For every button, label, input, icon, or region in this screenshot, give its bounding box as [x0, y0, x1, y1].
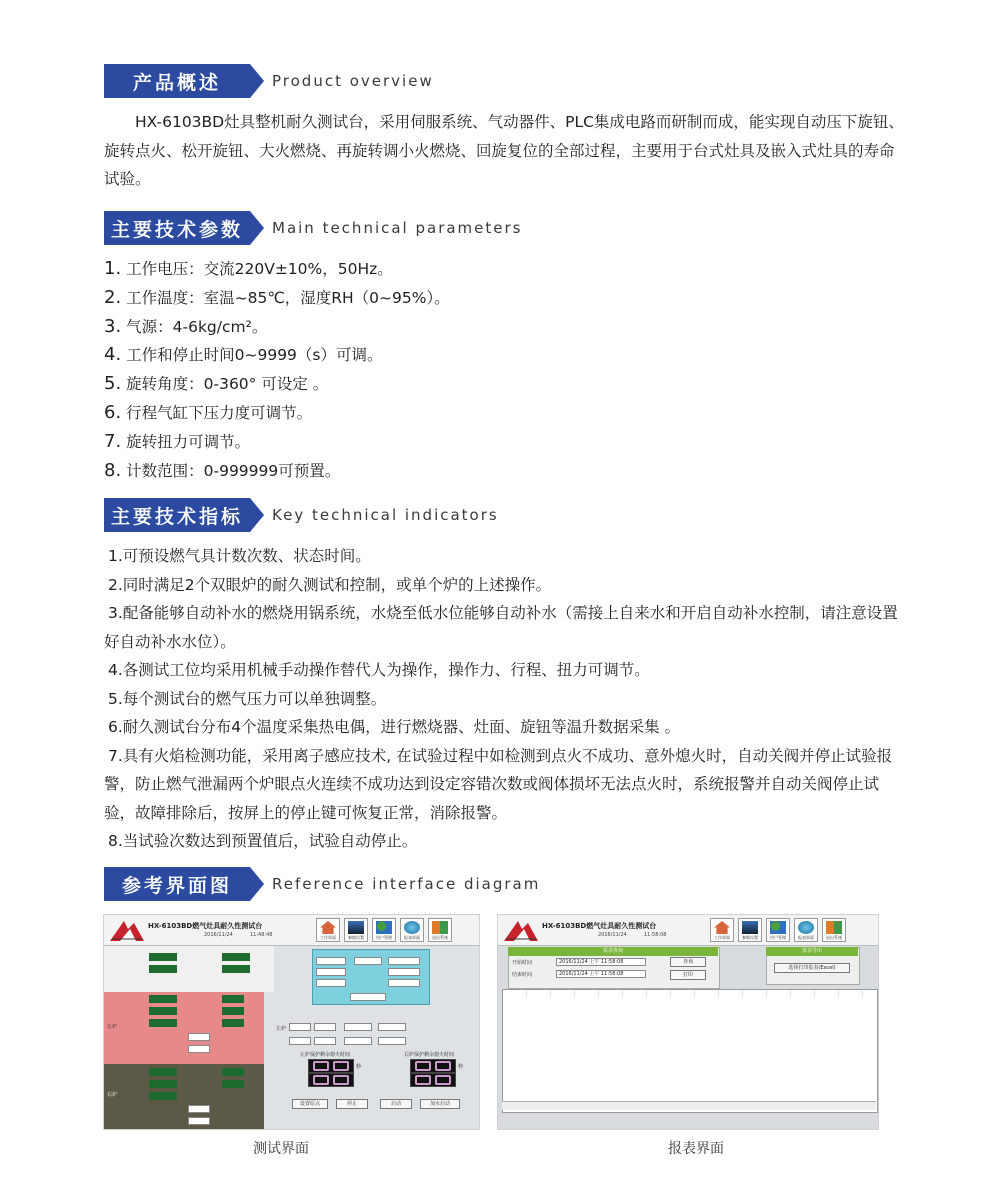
right-timer-display [410, 1059, 456, 1073]
toolbar-users-button[interactable]: 用户管理 [372, 918, 396, 942]
parameters-list [104, 255, 904, 485]
report-table[interactable] [502, 989, 878, 1113]
report-table-scrollbar[interactable] [502, 1101, 876, 1110]
test-interface-screenshot [103, 914, 480, 1130]
item-number: 8. [104, 459, 122, 481]
add-water-start-button[interactable]: 加水启动 [420, 1099, 460, 1109]
toolbar-exit-button[interactable]: 退出系统 [428, 918, 452, 942]
indicators-list [104, 542, 898, 856]
list-item: 4.各测试工位均采用机械手动操作替代人为操作，操作力、行程、扭力可调节。 [108, 661, 650, 679]
set-origin-button[interactable]: 设置原点 [292, 1099, 328, 1109]
overview-paragraph: HX-6103BD灶具整机耐久测试台，采用伺服系统、气动器件、PLC集成电路而研制而成，能实现自动压下旋钮、旋转点火、松开旋钮、大火燃烧、再旋转调小火燃烧、回旋复位的全部过程，主要用于台式灶具及嵌入式灶具的寿命试验。 [104, 113, 904, 188]
section-tag: 参考界面图 [104, 867, 250, 901]
item-text: 工作温度：室温~85℃，湿度RH（0~95%）。 [126, 288, 450, 307]
list-item [104, 457, 904, 486]
stop-button[interactable]: 停止 [336, 1099, 368, 1109]
value-field[interactable] [188, 1045, 210, 1053]
value-box[interactable] [149, 1007, 177, 1015]
toolbar-settings-button[interactable]: 参数设置 [738, 918, 762, 942]
item-number: 5. [104, 373, 122, 395]
seconds-label: 秒 [356, 1064, 362, 1070]
start-time-input[interactable]: 2016/11/24 上午 11:58:08 [556, 958, 646, 966]
report-interface-caption: 报表界面 [668, 1141, 724, 1157]
valve-cell[interactable] [388, 957, 420, 965]
valve-cell[interactable] [316, 979, 346, 987]
item-text: 计数范围：0-999999可预置。 [126, 461, 341, 480]
section-tag: 主要技术指标 [104, 498, 250, 532]
section-tag-english: Main technical parameters [272, 219, 523, 237]
app-date: 2016/11/24 [598, 932, 627, 938]
item-number: 1. [104, 258, 122, 279]
status-field [314, 1037, 336, 1045]
list-item [104, 313, 904, 342]
valve-cell[interactable] [316, 957, 346, 965]
export-title: 报表导出 [766, 947, 858, 956]
section-header-parameters [104, 211, 523, 245]
section-header-reference [104, 867, 540, 901]
seconds-label: 秒 [458, 1064, 464, 1070]
toolbar-users-button[interactable]: 用户管理 [766, 918, 790, 942]
list-item [104, 284, 904, 313]
app-date: 2016/11/24 [204, 932, 233, 938]
item-text: 气源：4-6kg/cm²。 [126, 317, 268, 336]
query-button[interactable]: 查询 [670, 957, 706, 967]
item-number: 2. [104, 286, 122, 308]
left-timer-display-2 [308, 1073, 354, 1087]
toolbar-report-button[interactable]: 报表界面 [400, 918, 424, 942]
section-tag: 主要技术参数 [104, 211, 250, 245]
app-header [498, 915, 878, 946]
app-title: HX-6103BD燃气灶具耐久性测试台 [148, 922, 263, 930]
value-field[interactable] [188, 1105, 210, 1113]
section-tag-english: Reference interface diagram [272, 875, 541, 893]
list-item: 6.耐久测试台分布4个温度采集热电偶，进行燃烧器、灶面、旋钮等温升数据采集 。 [108, 718, 681, 736]
valve-cell[interactable] [388, 979, 420, 987]
status-field [314, 1023, 336, 1031]
value-field[interactable] [188, 1033, 210, 1041]
section-tag-english: Key technical indicators [272, 506, 499, 524]
list-item: 5.每个测试台的燃气压力可以单独调整。 [108, 689, 387, 708]
value-box[interactable] [149, 965, 177, 973]
item-number: 7. [104, 430, 122, 452]
value-box[interactable] [222, 1068, 244, 1076]
section-header-overview [104, 64, 434, 98]
value-box[interactable] [222, 1019, 244, 1027]
right-burner-label: 右炉 [107, 1092, 118, 1098]
app-title: HX-6103BD燃气灶具耐久性测试台 [542, 922, 657, 930]
status-field [344, 1037, 372, 1045]
start-time-label: 开始时间 [512, 960, 533, 966]
list-item [104, 341, 904, 370]
valve-cell[interactable] [316, 968, 346, 976]
list-item: 8.当试验次数达到预置值后，试验自动停止。 [108, 832, 418, 850]
toolbar-settings-button[interactable]: 参数设置 [344, 918, 368, 942]
value-box[interactable] [149, 1068, 177, 1076]
toolbar-report-button[interactable]: 报表界面 [794, 918, 818, 942]
status-field [344, 1023, 372, 1031]
end-time-input[interactable]: 2016/11/24 上午 11:58:08 [556, 970, 646, 978]
report-interface-screenshot [497, 914, 879, 1130]
end-time-label: 结束时间 [512, 972, 533, 978]
left-timer-display [308, 1059, 354, 1073]
toolbar-home-button[interactable]: 工作界面 [316, 918, 340, 942]
left-burner-label: 左炉 [107, 1024, 118, 1030]
value-box[interactable] [149, 1080, 177, 1088]
valve-cell[interactable] [388, 968, 420, 976]
list-item: 2.同时满足2个双眼炉的耐久测试和控制，或单个炉的上述操作。 [108, 575, 552, 594]
value-box[interactable] [149, 1092, 177, 1100]
section-tag: 产品概述 [104, 64, 250, 98]
list-item [104, 255, 904, 284]
status-field [289, 1023, 311, 1031]
item-number: 6. [104, 401, 122, 423]
app-header [104, 915, 479, 946]
item-text: 旋转角度：0-360° 可设定 。 [126, 375, 329, 394]
status-field [378, 1037, 406, 1045]
item-text: 工作和停止时间0~9999（s）可调。 [126, 346, 383, 365]
valve-cell[interactable] [354, 957, 382, 965]
value-box[interactable] [222, 1007, 244, 1015]
item-text: 行程气缸下压力度可调节。 [126, 403, 313, 422]
export-excel-button[interactable]: 选择打印报表(Excel) [774, 963, 850, 973]
list-item: 7.具有火焰检测功能，采用离子感应技术, 在试验过程中如检测到点火不成功、意外熄火时，自动关阀并停止试验报警，防止燃气泄漏两个炉眼点火连续不成功达到设定容错次数或阀体损坏无法点火时，系统报警并自动关阀停止试验，故障排除后，按屏上的停止键可恢复正常，消除报警。 [104, 746, 893, 822]
item-number: 3. [104, 315, 122, 337]
test-interface-caption: 测试界面 [253, 1141, 309, 1157]
brand-logo-icon [504, 919, 538, 941]
right-time-label: 右炉保护剩余熄火时间 [404, 1052, 455, 1058]
position-label: 左炉 [276, 1026, 287, 1032]
right-timer-display-2 [410, 1073, 456, 1087]
list-item: 3.配备能够自动补水的燃烧用锅系统，水烧至低水位能够自动补水（需接上自来水和开启自动补水控制，请注意设置好自动补水水位）。 [104, 604, 898, 651]
list-item [104, 428, 904, 457]
value-box[interactable] [149, 1019, 177, 1027]
value-box[interactable] [222, 1080, 244, 1088]
start-button[interactable]: 启动 [380, 1099, 412, 1109]
item-text: 旋转扭力可调节。 [126, 432, 251, 451]
print-button[interactable]: 打印 [670, 970, 706, 980]
item-number: 4. [104, 344, 122, 366]
value-box[interactable] [149, 953, 177, 961]
list-item [104, 399, 904, 428]
query-title: 报表查询 [508, 947, 718, 956]
brand-logo-icon [110, 919, 144, 941]
toolbar-home-button[interactable]: 工作界面 [710, 918, 734, 942]
status-field [378, 1023, 406, 1031]
value-box[interactable] [222, 965, 250, 973]
app-time: 11:48:48 [250, 932, 273, 938]
valve-cell[interactable] [350, 993, 386, 1001]
value-box[interactable] [222, 995, 244, 1003]
value-box[interactable] [222, 953, 250, 961]
left-time-label: 左炉保护剩余熄火时间 [300, 1052, 351, 1058]
status-field [289, 1037, 311, 1045]
list-item: 1.可预设燃气具计数次数、状态时间。 [108, 547, 371, 565]
list-item [104, 370, 904, 399]
toolbar-exit-button[interactable]: 退出系统 [822, 918, 846, 942]
item-text: 工作电压：交流220V±10%，50Hz。 [126, 260, 393, 278]
value-box[interactable] [149, 995, 177, 1003]
section-header-indicators [104, 498, 499, 532]
value-field[interactable] [188, 1117, 210, 1125]
section-tag-english: Product overview [272, 72, 434, 90]
app-time: 11:58:08 [644, 932, 667, 938]
